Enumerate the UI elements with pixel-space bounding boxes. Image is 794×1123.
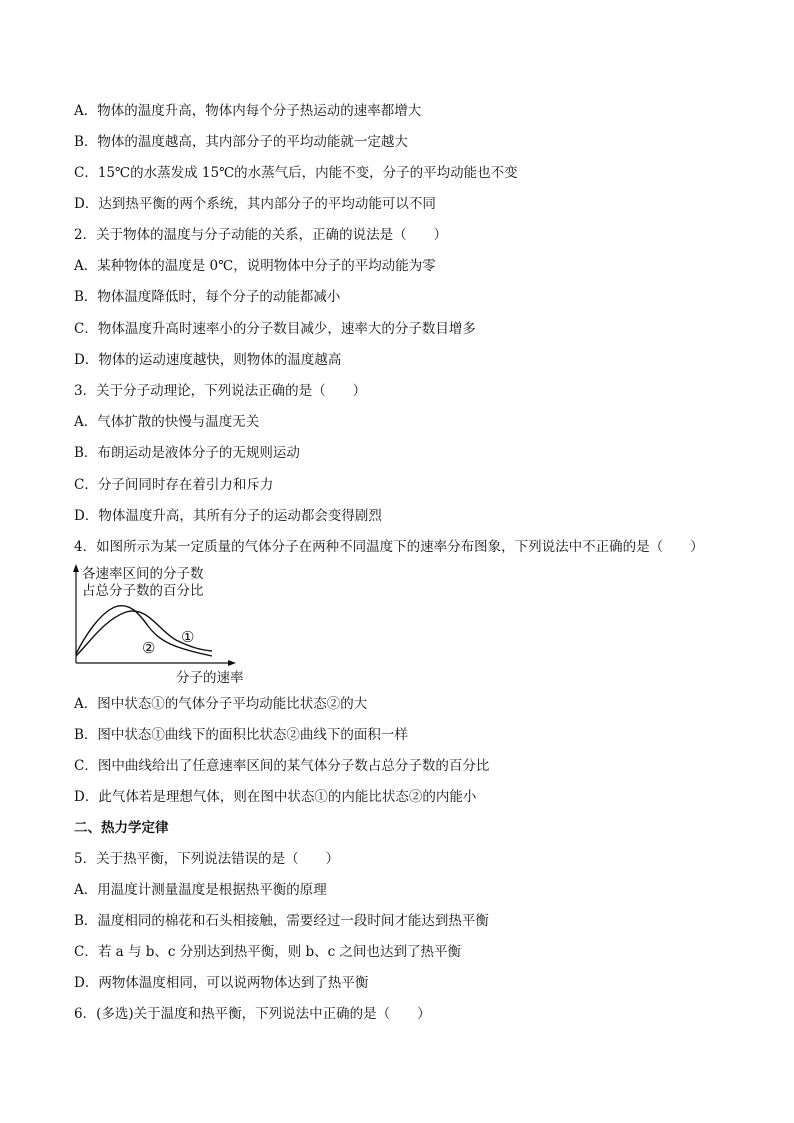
q3-option-c: C．分子间同时存在着引力和斥力: [74, 477, 274, 493]
q2-stem: 2．关于物体的温度与分子动能的关系，正确的说法是（ ）: [74, 227, 448, 243]
q4-option-b: B．图中状态①曲线下的面积比状态②曲线下的面积一样: [74, 727, 408, 743]
y-axis-label-line1: 各速率区间的分子数: [82, 566, 204, 582]
y-axis-arrow: [73, 564, 79, 572]
section-heading: 二、热力学定律: [74, 820, 169, 836]
q5-option-a: A．用温度计测量温度是根据热平衡的原理: [74, 882, 327, 898]
q2-option-d: D．物体的运动速度越快，则物体的温度越高: [74, 352, 342, 368]
q6-stem: 6．(多选)关于温度和热平衡，下列说法中正确的是（ ）: [74, 1006, 431, 1022]
q3-option-d: D．物体温度升高，其所有分子的运动都会变得剧烈: [74, 508, 382, 524]
q2-option-b: B．物体温度降低时，每个分子的动能都减小: [74, 289, 341, 305]
q5-option-d: D．两物体温度相同，可以说两物体达到了热平衡: [74, 975, 369, 991]
q4-option-d: D．此气体若是理想气体，则在图中状态①的内能比状态②的内能小: [74, 789, 477, 805]
q1-option-b: B．物体的温度越高，其内部分子的平均动能就一定越大: [74, 134, 408, 150]
q1-option-a: A．物体的温度升高，物体内每个分子热运动的速率都增大: [74, 103, 422, 119]
q5-stem: 5．关于热平衡，下列说法错误的是（ ）: [74, 851, 340, 867]
q4-stem: 4．如图所示为某一定质量的气体分子在两种不同温度下的速率分布图象，下列说法中不正确的是（ ）: [74, 539, 704, 555]
curve-2-label: ②: [142, 639, 156, 657]
q1-option-d: D．达到热平衡的两个系统，其内部分子的平均动能可以不同: [74, 196, 436, 212]
x-axis-arrow: [228, 660, 236, 666]
q1-option-c: C．15℃的水蒸发成 15℃的水蒸气后，内能不变，分子的平均动能也不变: [74, 165, 518, 181]
q3-option-b: B．布朗运动是液体分子的无规则运动: [74, 445, 300, 461]
speed-distribution-figure: [66, 562, 266, 687]
q3-option-a: A．气体扩散的快慢与温度无关: [74, 414, 260, 430]
curve-1-label: ①: [181, 628, 195, 646]
x-axis-label: 分子的速率: [176, 670, 244, 686]
q5-option-b: B．温度相同的棉花和石头相接触，需要经过一段时间才能达到热平衡: [74, 913, 489, 929]
q5-option-c: C．若 a 与 b、c 分别达到热平衡，则 b、c 之间也达到了热平衡: [74, 944, 462, 960]
q2-option-c: C．物体温度升高时速率小的分子数目减少，速率大的分子数目增多: [74, 321, 476, 337]
q4-option-c: C．图中曲线给出了任意速率区间的某气体分子数占总分子数的百分比: [74, 758, 490, 774]
q4-option-a: A．图中状态①的气体分子平均动能比状态②的大: [74, 696, 368, 712]
y-axis-label-line2: 占总分子数的百分比: [82, 583, 204, 599]
q3-stem: 3．关于分子动理论，下列说法正确的是（ ）: [74, 383, 367, 399]
q2-option-a: A．某种物体的温度是 0℃，说明物体中分子的平均动能为零: [74, 258, 436, 274]
